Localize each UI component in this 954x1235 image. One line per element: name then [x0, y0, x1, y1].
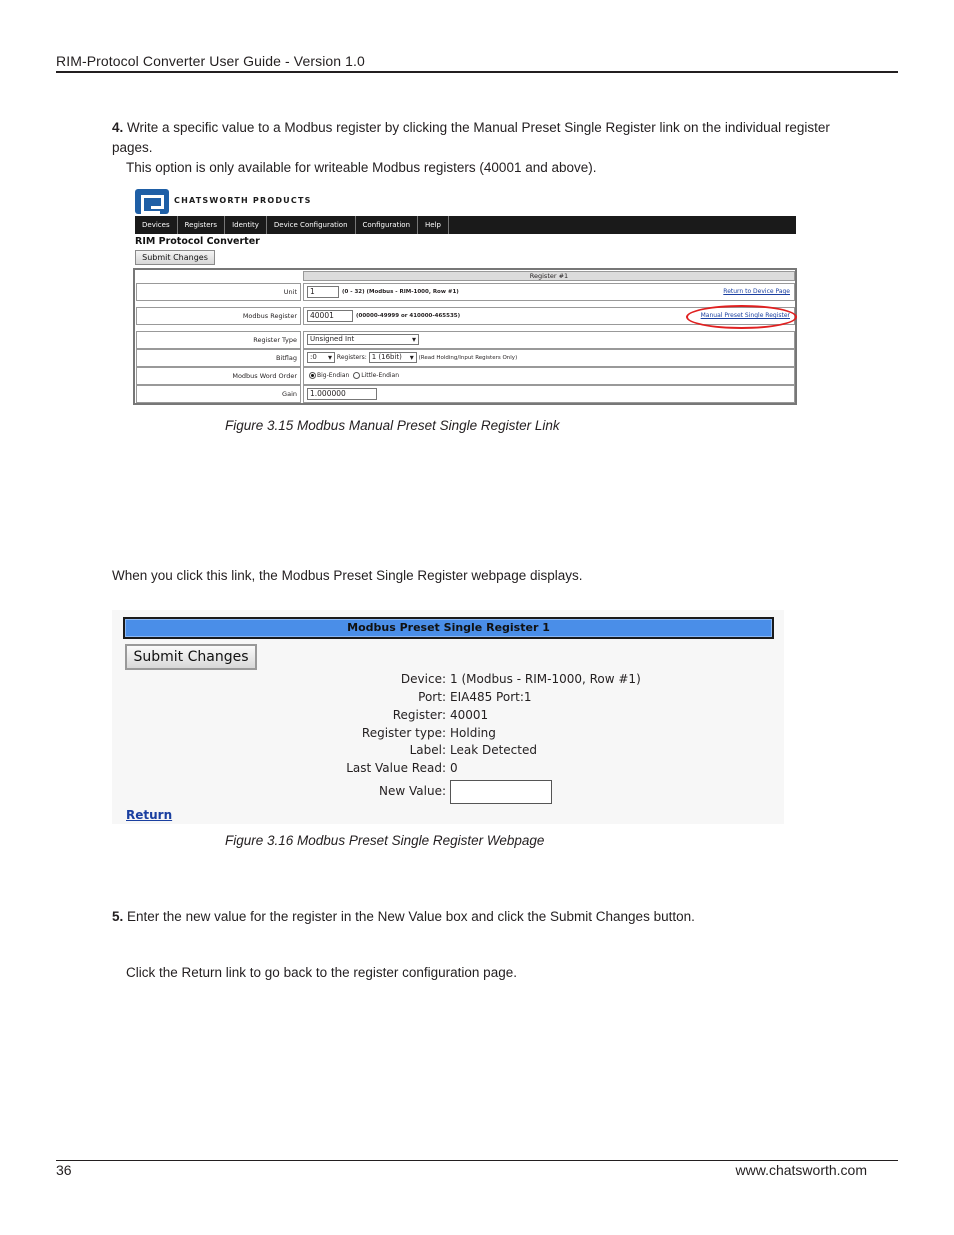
register-type-row [136, 331, 794, 349]
register-label: Register: [392, 708, 446, 722]
figure-3-15-screenshot [132, 184, 798, 406]
modbus-register-label: Modbus Register [136, 307, 301, 325]
running-title: RIM-Protocol Converter User Guide - Version 1.0 [56, 53, 365, 69]
bitflag-value-cell [303, 349, 795, 367]
field-row [112, 690, 784, 708]
brand-name: CHATSWORTH PRODUCTS [174, 196, 312, 205]
figure-3-16-screenshot [112, 610, 784, 824]
big-endian-label: Big-Endian [317, 372, 350, 379]
unit-label: Unit [136, 283, 301, 301]
step-5 [112, 907, 695, 927]
step-4-line1 [112, 118, 852, 158]
little-endian-radio[interactable] [353, 372, 360, 379]
gain-input[interactable]: 1.000000 [307, 388, 377, 400]
register-type-value: Holding [450, 726, 496, 740]
port-label: Port: [418, 690, 446, 704]
field-row [112, 761, 784, 779]
nav-registers[interactable]: Registers [178, 216, 225, 234]
registers-label: Registers: [336, 354, 367, 361]
device-label: Device: [400, 672, 446, 686]
new-value-input[interactable] [450, 780, 552, 804]
nav-identity[interactable]: Identity [225, 216, 267, 234]
last-value-read-value: 0 [450, 761, 458, 775]
website: www.chatsworth.com [735, 1162, 867, 1178]
gain-row [136, 385, 794, 403]
unit-row [136, 283, 794, 301]
submit-changes-button[interactable]: Submit Changes [135, 250, 215, 265]
register-type-value-cell [303, 331, 795, 349]
unit-input[interactable]: 1 [307, 286, 339, 298]
register-table [133, 268, 797, 405]
big-endian-radio[interactable] [309, 372, 316, 379]
step-4 [112, 118, 852, 178]
step-4-text: Write a specific value to a Modbus register by clicking the Manual Preset Single Register link on the individual register pages. [112, 120, 830, 155]
label-value: Leak Detected [450, 743, 537, 757]
preset-register-title: Modbus Preset Single Register 1 [123, 617, 774, 639]
chatsworth-logo-icon [135, 189, 169, 214]
register-type-label: Register type: [361, 726, 446, 740]
word-order-label: Modbus Word Order [136, 367, 301, 385]
step-5-number: 5. [112, 909, 124, 924]
label-label: Label: [409, 743, 446, 757]
nav-bar [135, 216, 796, 234]
nav-configuration[interactable]: Configuration [356, 216, 418, 234]
manual-preset-single-register-link[interactable]: Manual Preset Single Register [700, 312, 790, 319]
word-order-row [136, 367, 794, 385]
unit-hint: (0 - 32) (Modbus - RIM-1000, Row #1) [342, 289, 459, 295]
field-row [112, 672, 784, 690]
field-row [112, 726, 784, 744]
bitflag-label: Bitflag [136, 349, 301, 367]
modbus-register-input[interactable]: 40001 [307, 310, 353, 322]
app-title: RIM Protocol Converter [135, 236, 260, 247]
register-type-select[interactable]: Unsigned Int ▾ [307, 334, 419, 345]
page-number: 36 [56, 1162, 72, 1178]
nav-device-configuration[interactable]: Device Configuration [267, 216, 356, 234]
register-table-header: Register #1 [303, 271, 795, 281]
last-value-read-label: Last Value Read: [346, 761, 446, 775]
register-value: 40001 [450, 708, 489, 722]
header-rule [56, 71, 898, 73]
bitflag-select[interactable]: :0 ▾ [307, 352, 335, 363]
bitflag-note: (Read Holding/Input Registers Only) [418, 355, 518, 361]
gain-value-cell [303, 385, 795, 403]
submit-changes-button-large[interactable]: Submit Changes [125, 644, 257, 670]
highlight-oval [686, 305, 797, 329]
field-row [112, 743, 784, 761]
figure-3-15-caption: Figure 3.15 Modbus Manual Preset Single Register Link [225, 418, 560, 433]
unit-value-cell [303, 283, 795, 301]
registers-select[interactable]: 1 (16bit) ▾ [369, 352, 417, 363]
intro-paragraph: When you click this link, the Modbus Preset Single Register webpage displays. [112, 568, 583, 583]
little-endian-label: Little-Endian [361, 372, 400, 379]
field-row [112, 784, 784, 802]
modbus-register-hint: (00000-49999 or 410000-465535) [356, 313, 461, 319]
step-5-follow: Click the Return link to go back to the register configuration page. [126, 965, 517, 980]
step-4-line2: This option is only available for writeable Modbus registers (40001 and above). [126, 160, 597, 175]
figure-3-16-caption: Figure 3.16 Modbus Preset Single Register Webpage [225, 833, 545, 848]
nav-devices[interactable]: Devices [135, 216, 178, 234]
nav-help[interactable]: Help [418, 216, 449, 234]
gain-label: Gain [136, 385, 301, 403]
register-type-label: Register Type [136, 331, 301, 349]
return-link[interactable]: Return [126, 808, 173, 822]
new-value-label: New Value: [379, 784, 446, 798]
step-5-text: Enter the new value for the register in the New Value box and click the Submit Changes button. [127, 909, 695, 924]
port-value: EIA485 Port:1 [450, 690, 532, 704]
word-order-value-cell [303, 367, 795, 385]
field-row [112, 708, 784, 726]
return-to-device-page-link[interactable]: Return to Device Page [723, 288, 790, 295]
bitflag-row [136, 349, 794, 367]
footer-rule [56, 1160, 898, 1161]
step-4-number: 4. [112, 120, 124, 135]
device-value: 1 (Modbus - RIM-1000, Row #1) [450, 672, 641, 686]
